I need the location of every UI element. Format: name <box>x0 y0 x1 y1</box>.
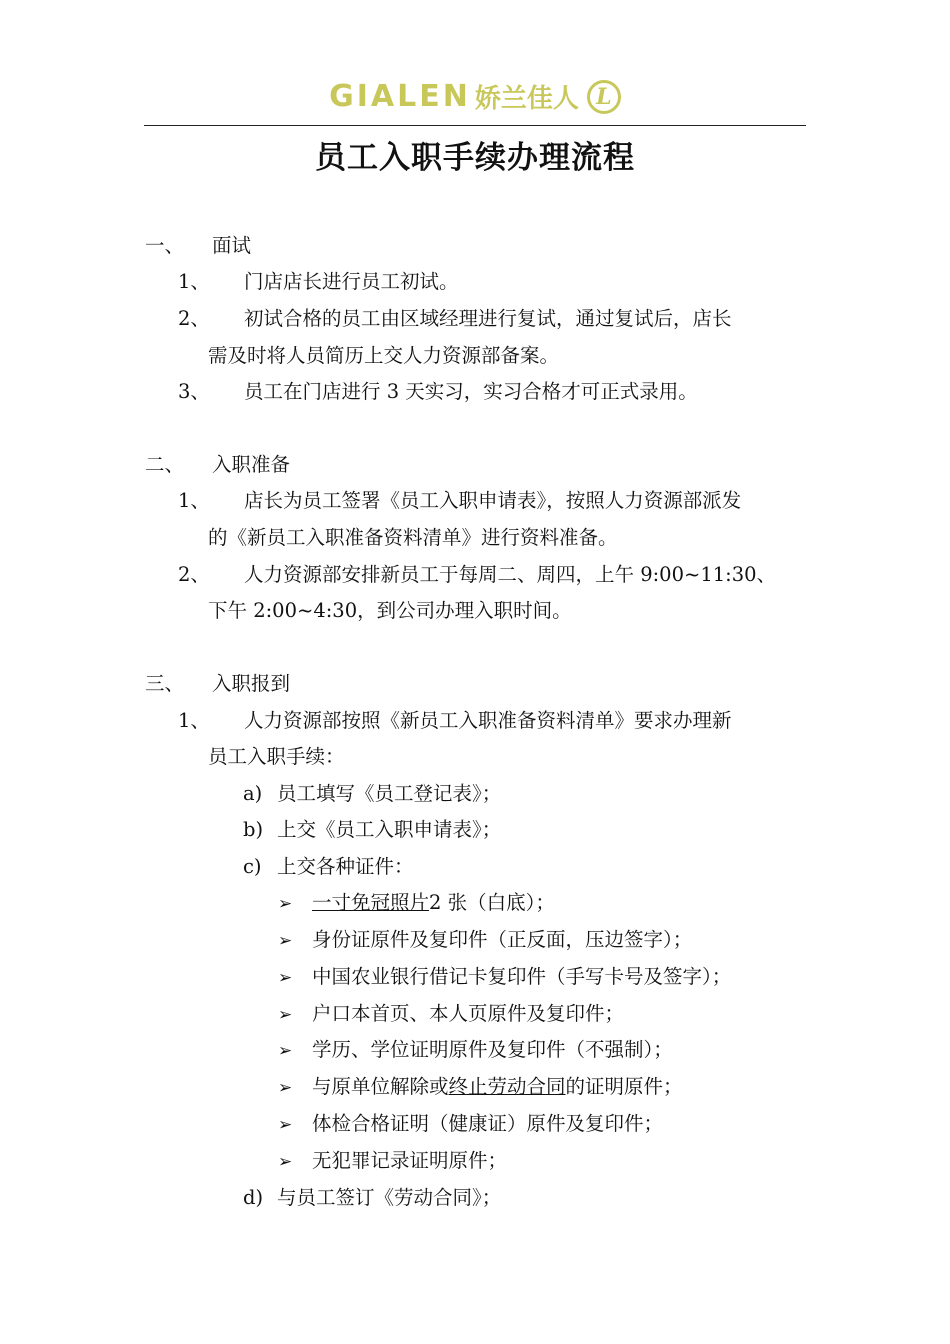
item-number: 1、 <box>178 270 210 293</box>
company-logo <box>0 78 950 115</box>
item-text-continued: 需及时将人员简历上交人力资源部备案。 <box>208 344 560 367</box>
page-title: 员工入职手续办理流程 <box>315 140 635 176</box>
section-heading: 面试 <box>212 234 252 257</box>
underlined-text: 一寸免冠照片 <box>312 891 430 914</box>
bullet-arrow-icon: ➢ <box>278 968 293 988</box>
subitem-text: 员工填写《员工登记表》； <box>277 782 502 805</box>
section-number: 三、 <box>145 672 185 695</box>
bullet-item: 无犯罪记录证明原件； <box>312 1149 508 1172</box>
underlined-text: 终止劳动合同 <box>448 1075 566 1098</box>
bullet-item: 体检合格证明（健康证）原件及复印件； <box>312 1112 664 1135</box>
header-divider <box>144 125 806 126</box>
subitem-label: d) <box>243 1186 264 1209</box>
bullet-item: 身份证原件及复印件（正反面，压边签字）； <box>312 928 693 951</box>
bullet-arrow-icon: ➢ <box>278 1078 293 1098</box>
subitem-text: 与员工签订《劳动合同》； <box>277 1186 502 1209</box>
item-number: 1、 <box>178 709 210 732</box>
bullet-item: 中国农业银行借记卡复印件（手写卡号及签字）； <box>312 965 732 988</box>
item-text: 初试合格的员工由区域经理进行复试，通过复试后，店长 <box>244 307 732 330</box>
subitem-label: b) <box>243 818 264 841</box>
bullet-text: 的证明原件； <box>565 1075 683 1098</box>
subitem-text: 上交《员工入职申请表》； <box>277 818 502 841</box>
item-text: 员工在门店进行 3 天实习，实习合格才可正式录用。 <box>244 380 698 403</box>
bullet-item: 学历、学位证明原件及复印件（不强制）； <box>312 1038 673 1061</box>
section-number: 一、 <box>145 234 185 257</box>
subitem-text: 上交各种证件： <box>277 855 414 878</box>
logo-mark-icon: L <box>587 80 621 114</box>
bullet-arrow-icon: ➢ <box>278 894 293 914</box>
bullet-text: 2 张（白底）； <box>429 891 555 914</box>
item-text-continued: 员工入职手续： <box>208 745 345 768</box>
bullet-arrow-icon: ➢ <box>278 1152 293 1172</box>
item-number: 2、 <box>178 307 210 330</box>
subitem-label: a) <box>243 782 263 805</box>
item-text: 门店店长进行员工初试。 <box>244 270 459 293</box>
item-text: 店长为员工签署《员工入职申请表》，按照人力资源部派发 <box>244 489 742 512</box>
bullet-arrow-icon: ➢ <box>278 931 293 951</box>
item-text-continued: 下午 2:00~4:30，到公司办理入职时间。 <box>208 599 572 622</box>
bullet-item: 户口本首页、本人页原件及复印件； <box>312 1002 625 1025</box>
item-text: 人力资源部安排新员工于每周二、周四，上午 9:00~11:30、 <box>244 563 777 586</box>
section-heading: 入职报到 <box>212 672 291 695</box>
item-number: 3、 <box>178 380 210 403</box>
logo-latin-text: GIALEN <box>329 79 471 114</box>
logo-chinese-text: 娇兰佳人 <box>474 84 579 114</box>
item-number: 2、 <box>178 563 210 586</box>
bullet-item <box>312 1073 683 1101</box>
section-heading: 入职准备 <box>212 453 291 476</box>
bullet-arrow-icon: ➢ <box>278 1005 293 1025</box>
section-number: 二、 <box>145 453 185 476</box>
subitem-label: c) <box>243 855 262 878</box>
item-text: 人力资源部按照《新员工入职准备资料清单》要求办理新 <box>244 709 732 732</box>
bullet-item <box>312 889 555 917</box>
item-number: 1、 <box>178 489 210 512</box>
bullet-arrow-icon: ➢ <box>278 1115 293 1135</box>
bullet-arrow-icon: ➢ <box>278 1041 293 1061</box>
item-text-continued: 的《新员工入职准备资料清单》进行资料准备。 <box>208 526 618 549</box>
bullet-text: 与原单位解除或 <box>312 1075 449 1098</box>
